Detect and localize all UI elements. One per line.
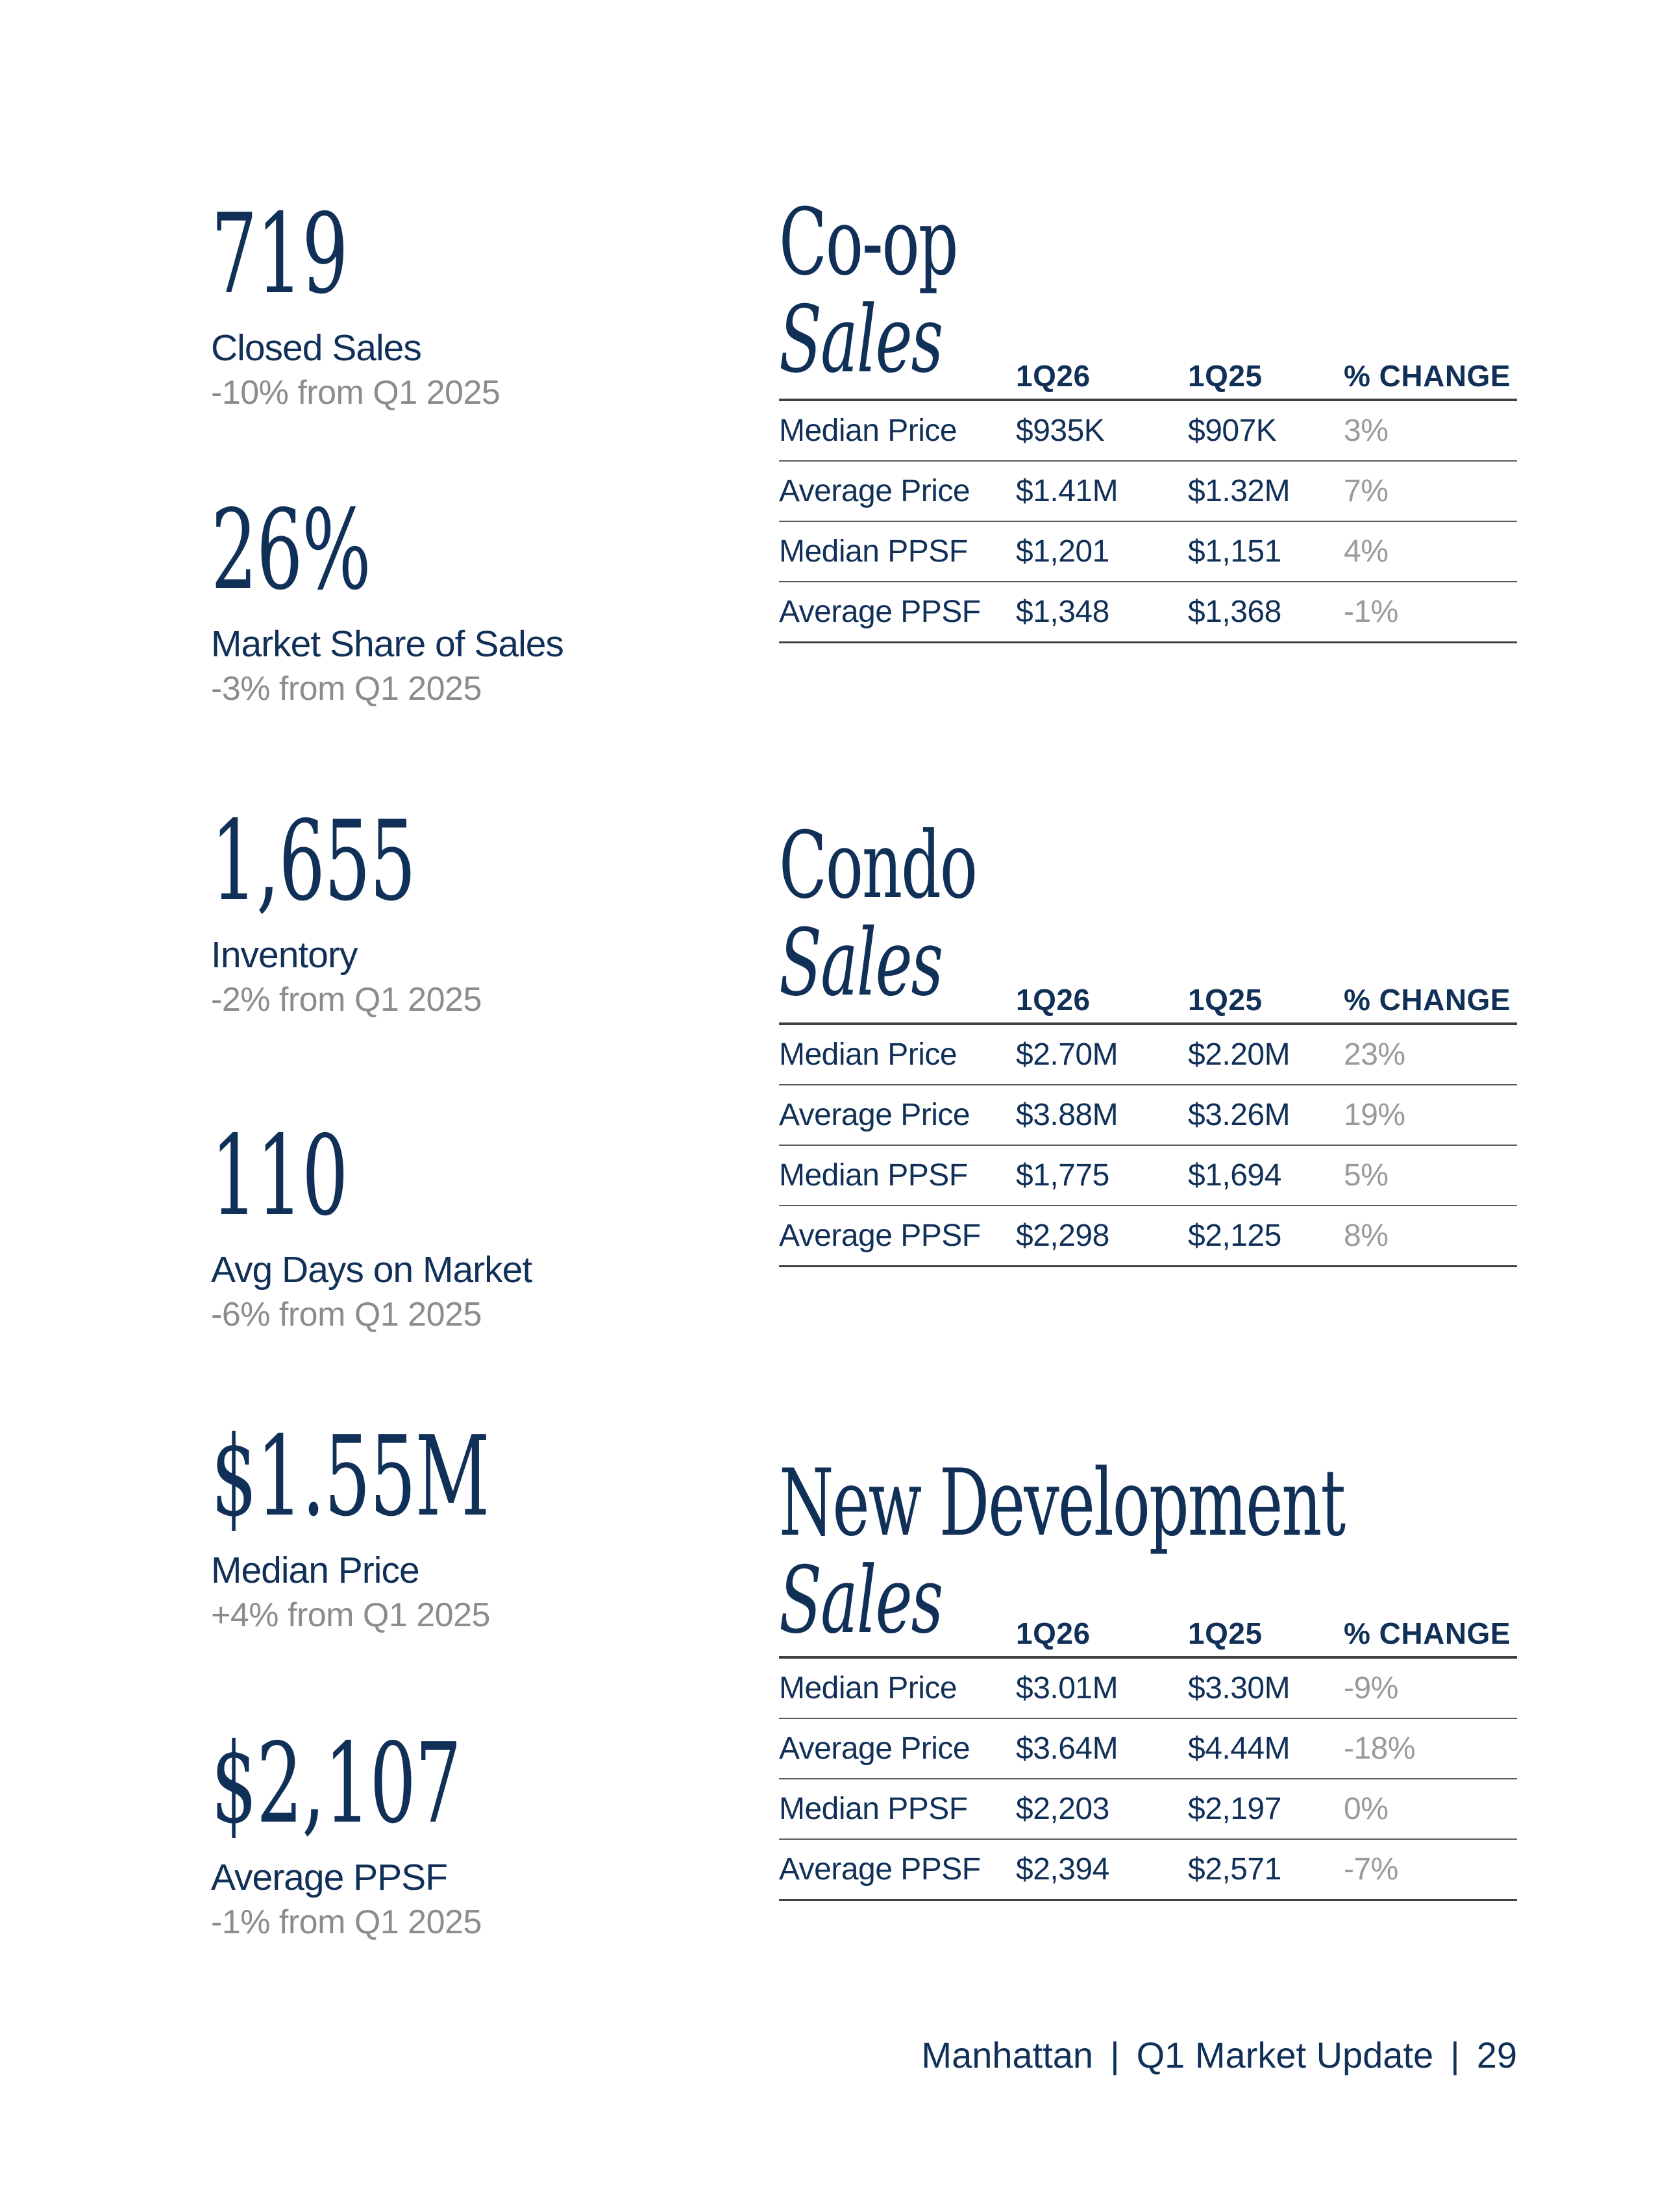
stat-label: Avg Days on Market — [211, 1249, 532, 1291]
column-header-1q26: 1Q26 — [1016, 359, 1091, 393]
stat-change: -10% from Q1 2025 — [211, 374, 500, 412]
column-header-change: % CHANGE — [1344, 983, 1511, 1017]
stat-closed-sales — [211, 190, 500, 412]
stat-change: -3% from Q1 2025 — [211, 670, 482, 708]
column-header-change: % CHANGE — [1344, 1616, 1511, 1650]
cell-1q26: $3.01M — [1016, 1671, 1118, 1705]
table-title-line1: Condo — [779, 812, 976, 919]
stat-inventory — [211, 797, 521, 1019]
cell-change: 7% — [1344, 474, 1389, 508]
cell-change: -7% — [1344, 1852, 1398, 1887]
table-header-row — [779, 1596, 1517, 1659]
cell-change: 4% — [1344, 534, 1389, 569]
cell-1q25: $3.26M — [1188, 1098, 1291, 1132]
cell-1q25: $2,197 — [1188, 1792, 1281, 1826]
cell-1q26: $2.70M — [1016, 1037, 1118, 1072]
table-title-line2: Sales — [779, 286, 943, 393]
cell-1q25: $1.32M — [1188, 474, 1291, 508]
table-row — [779, 1025, 1517, 1085]
stat-change: +4% from Q1 2025 — [211, 1596, 490, 1634]
cell-1q25: $2,571 — [1188, 1852, 1281, 1887]
table-row — [779, 401, 1517, 462]
table-title-line1: Co-op — [779, 189, 957, 296]
table-row — [779, 462, 1517, 522]
stat-change: -1% from Q1 2025 — [211, 1903, 482, 1941]
stat-change: -6% from Q1 2025 — [211, 1296, 482, 1333]
cell-1q26: $3.88M — [1016, 1098, 1118, 1132]
row-label: Median PPSF — [779, 1792, 968, 1826]
table-row — [779, 1659, 1517, 1719]
column-header-1q25: 1Q25 — [1188, 983, 1263, 1017]
footer-divider: | — [1450, 2035, 1460, 2075]
cell-1q25: $2.20M — [1188, 1037, 1291, 1072]
stat-label: Median Price — [211, 1550, 419, 1591]
stat-change: -2% from Q1 2025 — [211, 981, 482, 1019]
cell-1q26: $1.41M — [1016, 474, 1118, 508]
stat-value: 26% — [211, 486, 371, 615]
table-row — [779, 1085, 1517, 1146]
row-label: Average PPSF — [779, 595, 981, 629]
stat-market-share — [211, 486, 563, 708]
stat-label: Inventory — [211, 934, 358, 976]
cell-change: -9% — [1344, 1671, 1398, 1705]
stat-label: Average PPSF — [211, 1857, 447, 1898]
row-label: Median PPSF — [779, 534, 968, 569]
cell-change: 0% — [1344, 1792, 1389, 1826]
table-title-line1: New Development — [779, 1450, 1345, 1557]
cell-1q26: $2,203 — [1016, 1792, 1109, 1826]
condo-table — [779, 963, 1517, 1267]
table-row — [779, 1840, 1517, 1901]
row-label: Average PPSF — [779, 1219, 981, 1253]
column-header-1q25: 1Q25 — [1188, 1616, 1263, 1650]
stat-average-ppsf — [211, 1720, 589, 1941]
stat-label: Market Share of Sales — [211, 623, 563, 665]
table-title-line2: Sales — [779, 910, 943, 1017]
cell-change: 8% — [1344, 1219, 1389, 1253]
coop-table — [779, 339, 1517, 643]
row-label: Average PPSF — [779, 1852, 981, 1887]
table-row — [779, 1719, 1517, 1779]
cell-1q25: $1,368 — [1188, 595, 1281, 629]
table-row — [779, 1779, 1517, 1840]
cell-change: 19% — [1344, 1098, 1405, 1132]
cell-1q25: $1,694 — [1188, 1158, 1281, 1193]
cell-1q25: $2,125 — [1188, 1219, 1281, 1253]
cell-change: 5% — [1344, 1158, 1389, 1193]
row-label: Median Price — [779, 1037, 957, 1072]
cell-1q26: $3.64M — [1016, 1731, 1118, 1766]
stat-value: $2,107 — [211, 1720, 461, 1848]
table-row — [779, 522, 1517, 582]
table-row — [779, 1146, 1517, 1206]
cell-change: -18% — [1344, 1731, 1416, 1766]
table-header-row — [779, 339, 1517, 401]
table-title-line2: Sales — [779, 1547, 943, 1654]
cell-change: 23% — [1344, 1037, 1405, 1072]
column-header-1q26: 1Q26 — [1016, 1616, 1091, 1650]
stat-median-price — [211, 1413, 632, 1634]
row-label: Average Price — [779, 474, 970, 508]
stat-value: 719 — [211, 190, 348, 319]
cell-change: 3% — [1344, 414, 1389, 448]
column-header-1q26: 1Q26 — [1016, 983, 1091, 1017]
stat-value: $1.55M — [211, 1413, 489, 1541]
cell-1q25: $3.30M — [1188, 1671, 1291, 1705]
cell-1q26: $935K — [1016, 414, 1105, 448]
new-development-table — [779, 1596, 1517, 1901]
column-header-change: % CHANGE — [1344, 359, 1511, 393]
stat-value: 1,655 — [211, 797, 415, 926]
cell-1q26: $2,298 — [1016, 1219, 1109, 1253]
footer-report-title: Q1 Market Update — [1136, 2035, 1434, 2075]
footer-divider: | — [1110, 2035, 1120, 2075]
stat-avg-days-on-market — [211, 1112, 532, 1333]
table-header-row — [779, 963, 1517, 1025]
table-row — [779, 1206, 1517, 1267]
cell-1q25: $4.44M — [1188, 1731, 1291, 1766]
footer-market-name: Manhattan — [921, 2035, 1094, 2075]
row-label: Median Price — [779, 414, 957, 448]
row-label: Median PPSF — [779, 1158, 968, 1193]
cell-1q26: $1,348 — [1016, 595, 1109, 629]
row-label: Average Price — [779, 1731, 970, 1766]
row-label: Median Price — [779, 1671, 957, 1705]
cell-change: -1% — [1344, 595, 1398, 629]
stat-value: 110 — [211, 1112, 348, 1241]
cell-1q26: $2,394 — [1016, 1852, 1109, 1887]
cell-1q25: $907K — [1188, 414, 1277, 448]
stat-label: Closed Sales — [211, 327, 421, 369]
cell-1q26: $1,775 — [1016, 1158, 1109, 1193]
cell-1q26: $1,201 — [1016, 534, 1109, 569]
cell-1q25: $1,151 — [1188, 534, 1281, 569]
table-row — [779, 582, 1517, 643]
page-footer — [779, 2037, 1517, 2073]
footer-page-number: 29 — [1476, 2035, 1517, 2075]
row-label: Average Price — [779, 1098, 970, 1132]
column-header-1q25: 1Q25 — [1188, 359, 1263, 393]
